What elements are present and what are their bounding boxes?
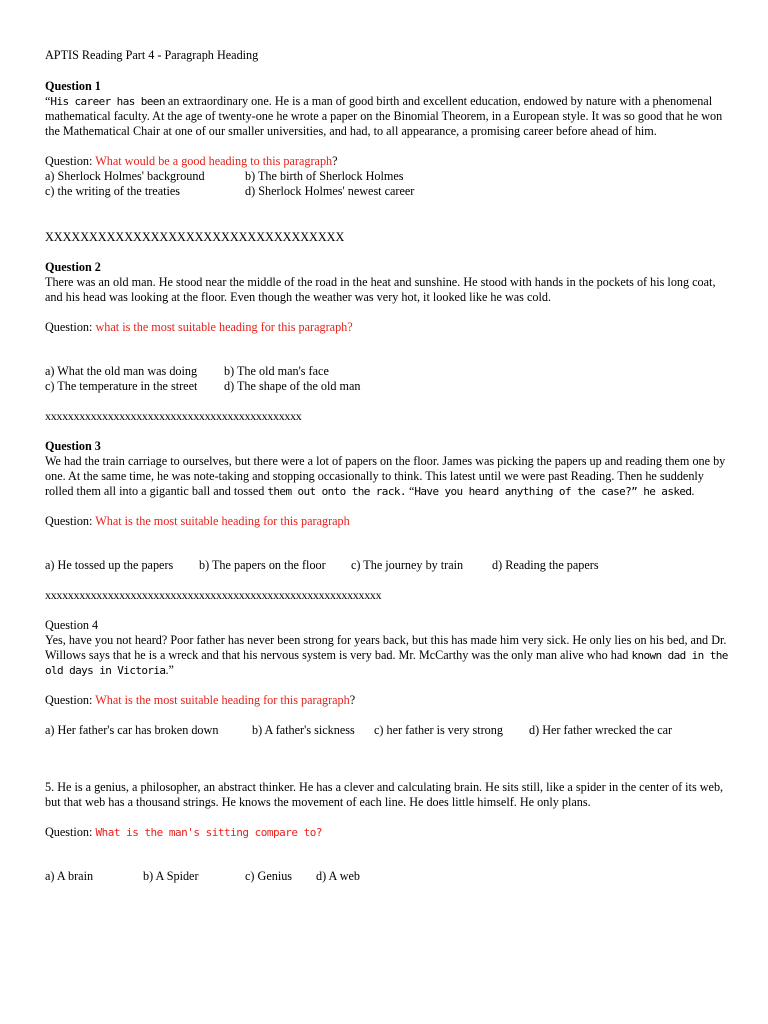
q2-options-row2: [45, 379, 735, 394]
q1-options-row2: [45, 184, 735, 199]
q3-end-text: .: [691, 484, 695, 498]
q4-paragraph-text: Yes, have you not heard? Poor father has never been strong for years back, but this has made him very sick. He only lies on his bed, and Dr. Willows says that he is a wreck and that his nervous system is very bad. Mr. McCarthy was the only man alive who had: [45, 633, 727, 662]
separator-1: XXXXXXXXXXXXXXXXXXXXXXXXXXXXXXXXXX: [45, 230, 345, 244]
q4-option-c: c) her father is very strong: [374, 723, 503, 737]
q3-option-a: a) He tossed up the papers: [45, 558, 174, 572]
document-page: [45, 48, 735, 884]
q1-option-b: b) The birth of Sherlock Holmes: [245, 169, 404, 183]
q4-question-label: Question:: [45, 693, 96, 707]
q3-option-c: c) The journey by train: [351, 558, 464, 572]
q4-end-text: .”: [165, 663, 174, 677]
q4-heading: Question 4: [45, 618, 99, 632]
q1-question-label: Question:: [45, 154, 96, 168]
q5-option-c: c) Genius: [245, 869, 293, 883]
q1-mono-text: His career has been: [50, 95, 165, 108]
q2-question-label: Question:: [45, 320, 96, 334]
q2-options-row1: [45, 364, 735, 379]
q2-heading: Question 2: [45, 260, 101, 274]
q3-question-label: Question:: [45, 514, 96, 528]
q1-question: [45, 154, 735, 169]
q3-mono-text-2: Have you heard anything of the case?” he asked: [414, 485, 692, 498]
q5-option-a: a) A brain: [45, 869, 94, 883]
q1-question-end: ?: [332, 154, 338, 168]
q3-question-text: What is the most suitable heading for this paragraph: [95, 514, 350, 528]
q4-options-row: [45, 723, 735, 738]
separator-2: xxxxxxxxxxxxxxxxxxxxxxxxxxxxxxxxxxxxxxxxxxxxx: [45, 409, 302, 423]
q3-options-row: [45, 558, 735, 573]
q5-question-label: Question:: [45, 825, 96, 839]
q4-question-text: What is the most suitable heading for this paragraph: [95, 693, 350, 707]
q3-mid-text: “: [405, 484, 415, 498]
q2-option-b: b) The old man's face: [224, 364, 329, 378]
q3-paragraph-text: We had the train carriage to ourselves, but there were a lot of papers on the floor. James was picking the papers up and reading them one by one. At the same time, he was note-taking and stopping occasionally to think. This latest until we were past Reading. Then he suddenly rolled them all into a gigantic ball and tossed: [45, 454, 726, 498]
document-title: APTIS Reading Part 4 - Paragraph Heading: [45, 48, 259, 62]
q2-option-c: c) The temperature in the street: [45, 379, 198, 393]
q1-paragraph-text: an extraordinary one. He is a man of good birth and excellent education, endowed by nature with a phenomenal mathematical faculty. At the age of twenty-one he wrote a paper on the Binomial Theorem, in a European style. It was so good that he won the Mathematical Chair at one of our smaller universities, and had, to all appearance, a promising career before ahead of him.: [45, 94, 723, 138]
q1-open-quote: “: [45, 94, 51, 108]
q1-options-row1: [45, 169, 735, 184]
q4-option-d: d) Her father wrecked the car: [529, 723, 673, 737]
q4-paragraph: [45, 633, 735, 678]
q4-question: [45, 693, 735, 708]
q3-mono-text-1: them out onto the rack.: [267, 485, 406, 498]
q2-question-text: what is the most suitable heading for this paragraph?: [95, 320, 353, 334]
q1-option-d: d) Sherlock Holmes' newest career: [245, 184, 415, 198]
q3-paragraph: [45, 454, 735, 499]
q2-option-a: a) What the old man was doing: [45, 364, 198, 378]
q4-question-end: ?: [349, 693, 356, 707]
q1-question-text: What would be a good heading to this paragraph: [95, 154, 333, 168]
q5-options-row: [45, 869, 735, 884]
q1-option-a: a) Sherlock Holmes' background: [45, 169, 205, 183]
q3-option-d: d) Reading the papers: [492, 558, 599, 572]
q5-paragraph: 5. He is a genius, a philosopher, an abstract thinker. He has a clever and calculating brain. He sits still, like a spider in the center of its web, but that web has a thousand strings. He knows the movement of each line. He does little himself. He only plans.: [45, 780, 724, 809]
q5-option-d: d) A web: [316, 869, 361, 883]
q1-heading: Question 1: [45, 79, 101, 93]
q5-question: [45, 825, 735, 840]
q5-option-b: b) A Spider: [143, 869, 199, 883]
q1-option-c: c) the writing of the treaties: [45, 184, 181, 198]
q4-mono-text: known dad in the old days in Victoria: [45, 649, 728, 677]
q1-paragraph: [45, 94, 735, 139]
q5-question-text: What is the man's sitting compare to?: [95, 826, 322, 839]
q4-option-a: a) Her father's car has broken down: [45, 723, 219, 737]
q2-option-d: d) The shape of the old man: [224, 379, 361, 393]
q3-option-b: b) The papers on the floor: [199, 558, 326, 572]
separator-3: xxxxxxxxxxxxxxxxxxxxxxxxxxxxxxxxxxxxxxxxxxxxxxxxxxxxxxxxxxx: [45, 588, 382, 602]
q3-heading: Question 3: [45, 439, 101, 453]
q2-paragraph: There was an old man. He stood near the middle of the road in the heat and sunshine. He stood with hands in the pockets of his long coat, and his head was looking at the floor. Even though the weather was very hot, it looked like he was cold.: [45, 275, 716, 304]
q4-option-b: b) A father's sickness: [252, 723, 355, 737]
q2-question: [45, 320, 735, 335]
q3-question: [45, 514, 735, 529]
